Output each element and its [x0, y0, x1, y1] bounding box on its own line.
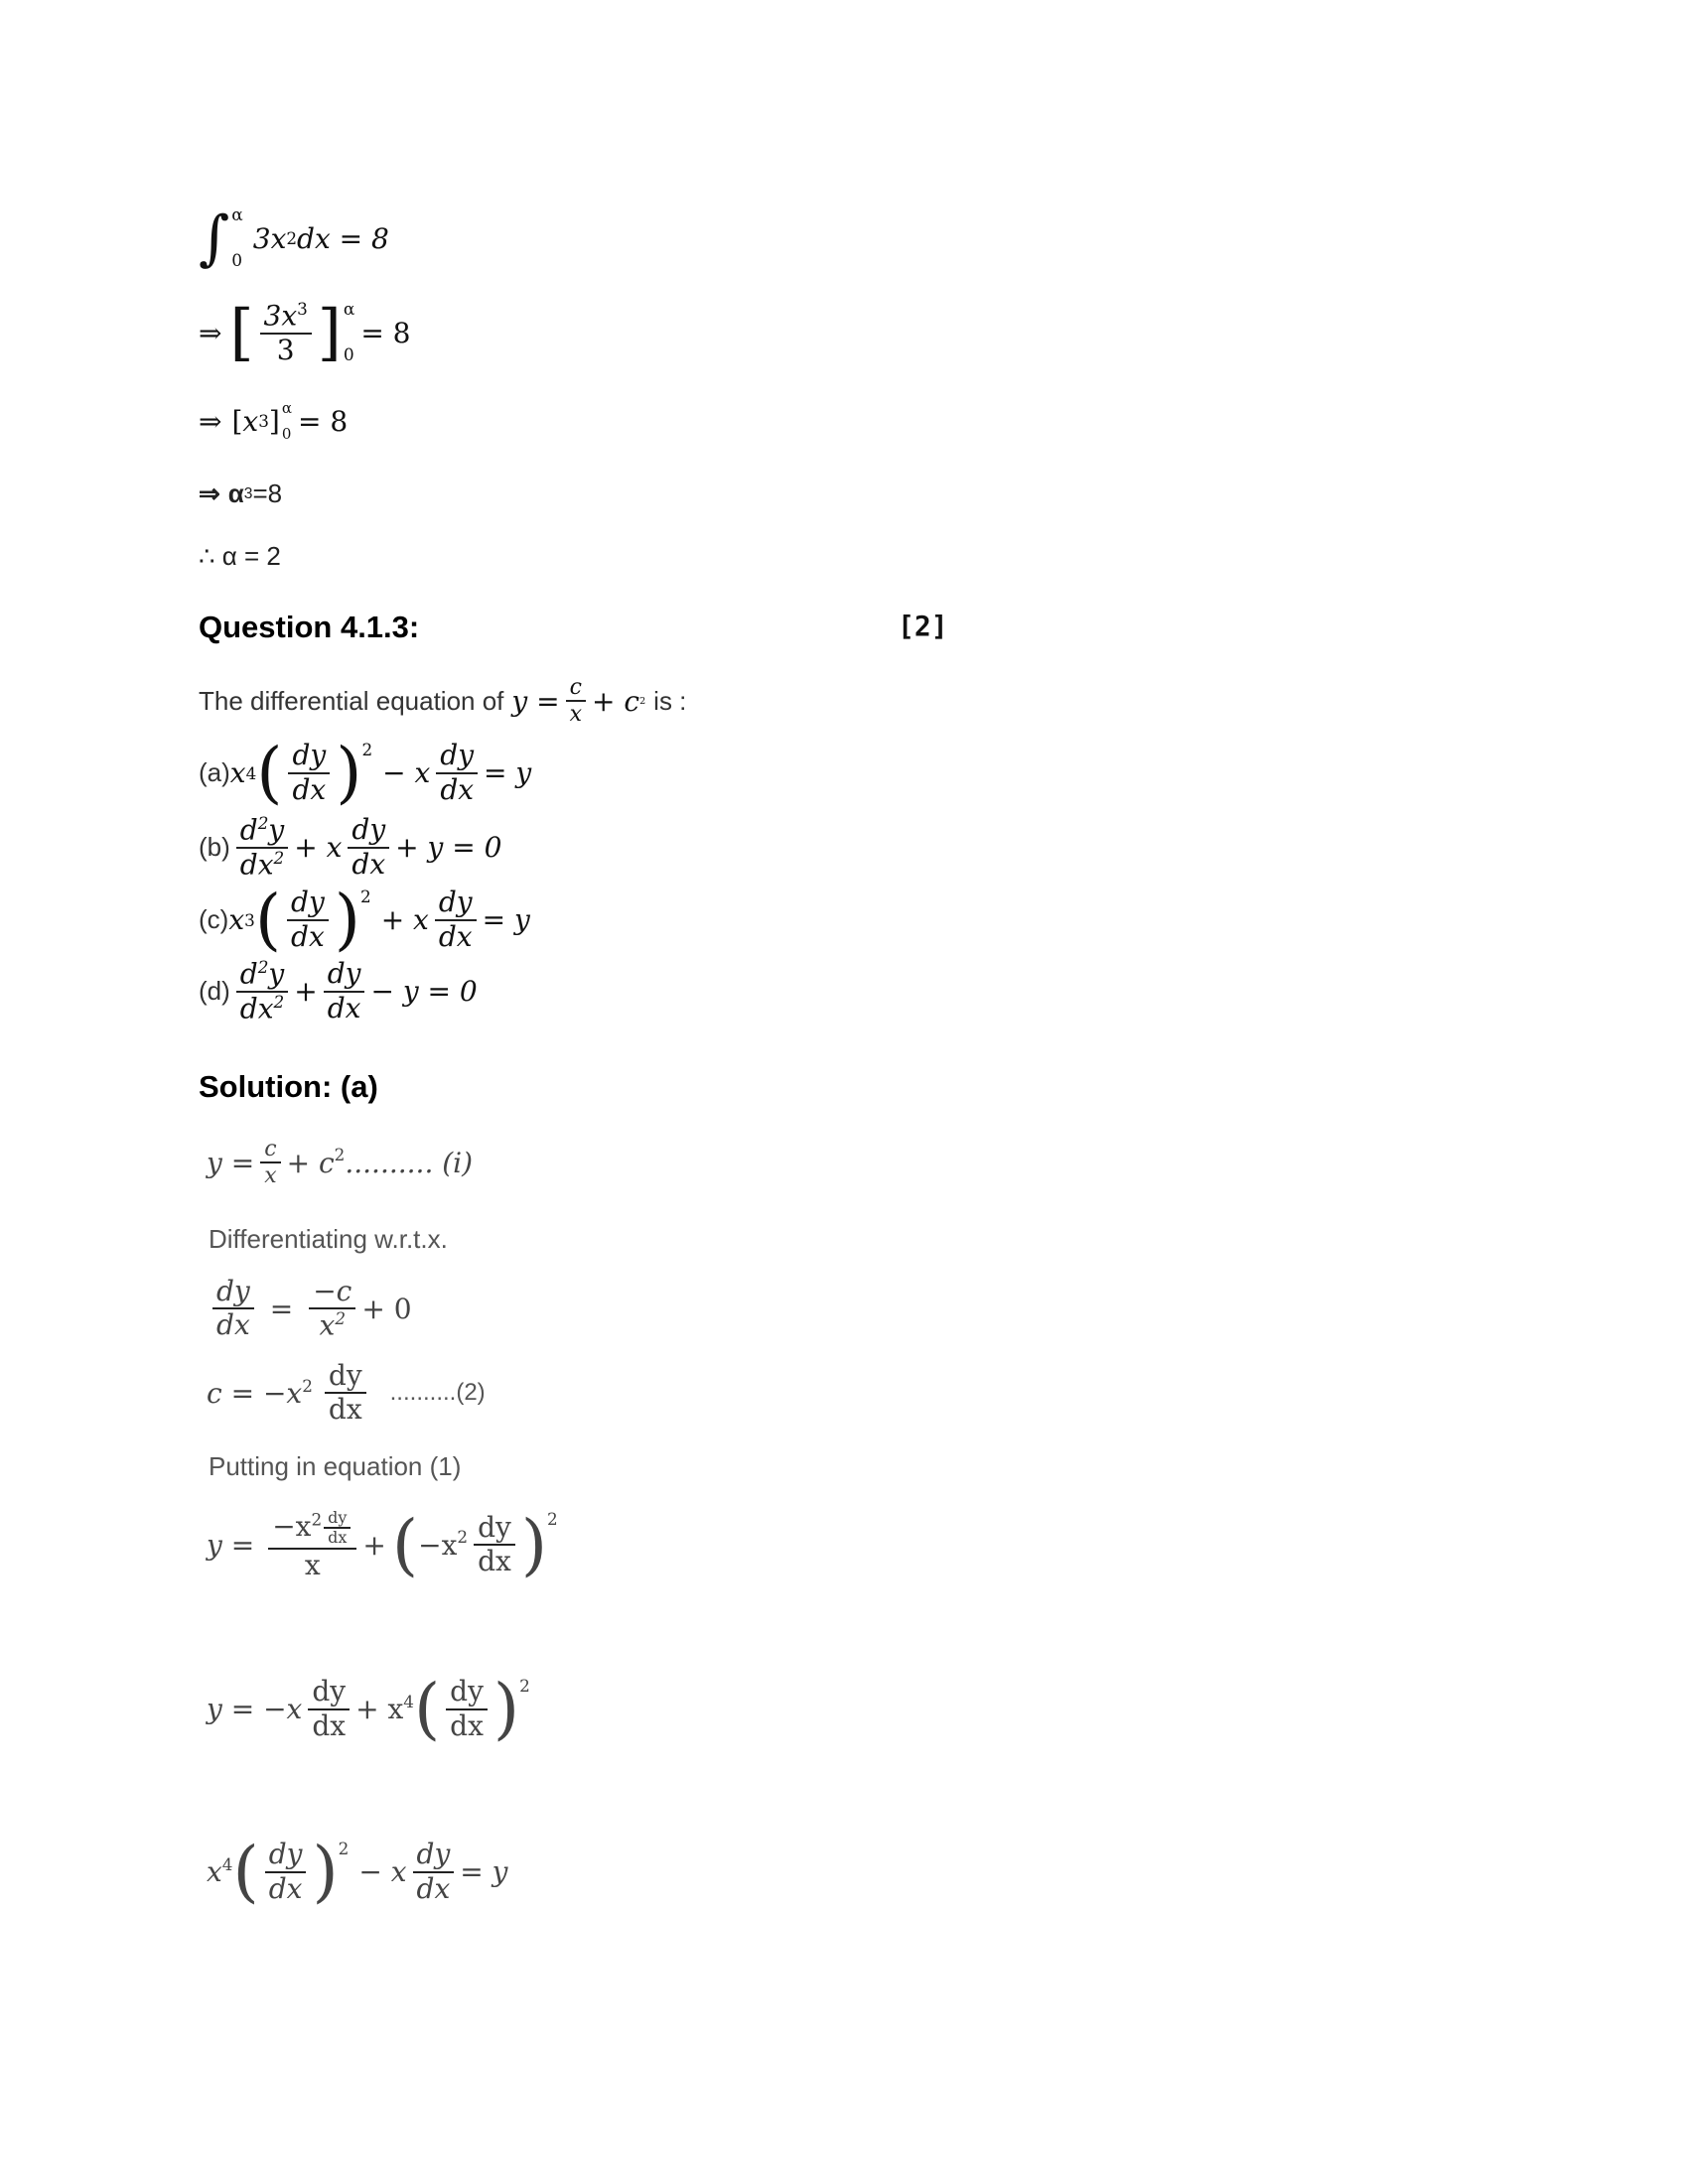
numerator: dy	[212, 1276, 254, 1309]
exponent: 4	[403, 1691, 414, 1711]
exponent: 3	[243, 484, 253, 502]
equals: =	[269, 1292, 294, 1325]
rhs: − y = 0	[370, 975, 478, 1009]
middle-term: +	[294, 975, 318, 1009]
upper-limit: α	[343, 300, 355, 321]
denominator: dx	[312, 1708, 347, 1742]
numerator: −c	[309, 1276, 355, 1309]
exponent: 4	[221, 1853, 233, 1874]
numerator: dy	[325, 1360, 366, 1394]
denominator: dx	[478, 1545, 511, 1578]
exponent: 2	[257, 957, 269, 977]
question-prompt	[199, 675, 686, 728]
solution-line-3	[207, 1276, 412, 1342]
numerator: dy	[435, 887, 477, 920]
numerator: dy	[308, 1676, 350, 1709]
solution-line-6: y = $-x^2$ $\frac{dy}{dx}$ x + ( −x 2 $\frac{dy}{dx}$ ) 2	[207, 1505, 558, 1583]
option-c: (c) x 3 ( $\frac{dy}{dx}$ ) 2 + x $\frac{dy}{dx}$ = y	[199, 881, 530, 958]
rhs: = y	[484, 756, 532, 790]
integral-sign: ∫	[199, 204, 230, 273]
lhs: y = −x	[207, 1693, 303, 1726]
exponent: 3	[297, 299, 308, 319]
exponent: 2	[639, 695, 646, 707]
rhs: = 8	[360, 316, 411, 349]
lhs: y =	[207, 1528, 255, 1562]
exponent: 2	[335, 1308, 347, 1329]
numerator: c	[260, 1137, 280, 1163]
upper-limit: α	[231, 205, 243, 225]
exponent: 2	[257, 813, 269, 833]
option-b	[199, 814, 501, 881]
rhs: = y	[482, 903, 530, 937]
exponent: 3	[244, 909, 255, 930]
denominator: dx	[216, 1308, 250, 1342]
denominator: 3	[276, 333, 295, 366]
exponent: 2	[273, 847, 285, 868]
denominator: dx	[292, 772, 327, 806]
numerator: dy	[348, 814, 389, 848]
numerator: dy	[288, 740, 330, 773]
option-label: (c)	[199, 904, 229, 935]
exponent: 2	[547, 1509, 558, 1529]
question-marks: [2]	[898, 610, 948, 642]
numerator-var: y	[268, 813, 285, 847]
numerator-var: y	[268, 957, 285, 991]
inner-term: −x	[418, 1528, 458, 1562]
lhs: c = −x	[207, 1376, 303, 1410]
solution-heading: Solution: (a)	[199, 1069, 378, 1104]
option-label: (b)	[199, 832, 230, 863]
denominator: x	[319, 1308, 336, 1342]
middle-term: − x	[382, 756, 431, 790]
exponent: 2	[286, 228, 298, 248]
numerator: dy	[265, 1839, 307, 1872]
numerator: −x	[272, 1509, 312, 1543]
middle-term: − x	[358, 1855, 407, 1889]
denominator: dx	[328, 1393, 362, 1427]
numerator: d	[239, 813, 258, 847]
exponent: 2	[360, 887, 371, 906]
denominator: x	[304, 1548, 321, 1581]
var: x	[229, 756, 246, 790]
exponent: 3	[258, 411, 269, 431]
denominator: dx	[291, 919, 325, 953]
denominator: dx	[450, 1708, 484, 1742]
solution-line-4	[207, 1360, 486, 1426]
integral-rhs: dx = 8	[297, 221, 389, 255]
numerator: c	[566, 675, 586, 702]
denominator: dx	[268, 1871, 303, 1905]
numerator: dy	[413, 1839, 455, 1872]
var: x	[207, 1855, 222, 1889]
inner: x	[242, 404, 259, 438]
rhs: + y = 0	[395, 831, 502, 865]
denominator: dx	[328, 1528, 348, 1548]
integrand: 3x	[252, 221, 287, 255]
numerator: dy	[436, 740, 478, 773]
numerator: 3x	[263, 299, 298, 333]
implies-arrow: ⇒	[199, 316, 222, 349]
option-d	[199, 958, 478, 1024]
denominator: dx	[352, 847, 386, 881]
exponent: 2	[457, 1527, 469, 1548]
exponent: 2	[311, 1509, 323, 1530]
numerator: dy	[324, 1509, 351, 1529]
prompt-plus: + c	[592, 684, 640, 718]
integral-limits	[231, 205, 242, 271]
lower-limit: 0	[281, 425, 292, 443]
denominator: dx	[416, 1871, 451, 1905]
denominator: dx	[239, 847, 274, 881]
prompt-tail: is :	[653, 685, 687, 716]
solution-line-7: y = −x $\frac{dy}{dx}$ + x 4 ( $\frac{dy}{dx}$ ) 2	[207, 1670, 530, 1747]
integral-equation	[199, 204, 389, 273]
rhs: =8	[252, 478, 283, 508]
numerator: dy	[474, 1512, 515, 1546]
implies-arrow: ⇒	[199, 478, 220, 508]
denominator: x	[569, 702, 583, 728]
exponent: 2	[361, 740, 373, 759]
implies-arrow: ⇒	[199, 404, 222, 438]
step-3: ⇒ [ x 3 ] α 0 = 8	[199, 399, 349, 443]
numerator: d	[239, 957, 258, 991]
denominator: x	[264, 1163, 277, 1189]
solution-line-2: Differentiating w.r.t.x.	[209, 1224, 448, 1254]
lower-limit: 0	[343, 345, 354, 366]
alpha: α	[227, 478, 244, 508]
step-2: ⇒ [ $\frac{3x^3}{3}$ ] α 0 = 8	[199, 296, 411, 368]
option-label: (d)	[199, 976, 230, 1007]
exponent: 2	[302, 1376, 313, 1396]
exponent: 2	[338, 1839, 350, 1858]
solution-line-5: Putting in equation (1)	[209, 1451, 462, 1481]
lhs: y =	[207, 1146, 255, 1179]
lower-limit: 0	[231, 251, 243, 271]
exponent: 2	[334, 1145, 346, 1164]
option-label: (a)	[199, 757, 230, 788]
plus-zero: + 0	[361, 1292, 412, 1325]
middle-term: + x	[380, 903, 429, 937]
conclusion: ∴ α = 2	[199, 541, 281, 571]
exponent: 2	[519, 1676, 530, 1696]
denominator: dx	[438, 919, 473, 953]
plus-term: + c	[286, 1146, 335, 1179]
rhs: = y	[460, 1855, 508, 1889]
denominator: dx	[327, 991, 361, 1024]
denominator: dx	[440, 772, 475, 806]
equation-label: .......... (i)	[345, 1146, 474, 1179]
middle-term: + x	[294, 831, 343, 865]
plus-term: + x	[355, 1693, 404, 1726]
prompt-lhs: y =	[511, 684, 560, 718]
equation-label: ..........(2)	[389, 1379, 486, 1407]
upper-limit: α	[281, 399, 292, 417]
question-heading: Question 4.1.3:	[199, 610, 420, 644]
plus: +	[362, 1528, 386, 1562]
numerator: dy	[446, 1676, 488, 1709]
rhs: = 8	[297, 404, 349, 438]
denominator: dx	[239, 991, 274, 1024]
step-4	[199, 478, 282, 509]
exponent: 2	[273, 991, 285, 1012]
fraction	[260, 300, 312, 366]
numerator: dy	[324, 958, 365, 992]
solution-line-8: x 4 ( $\frac{dy}{dx}$ ) 2 − x $\frac{dy}{dx}$ = y	[207, 1833, 508, 1910]
prompt-text: The differential equation of	[199, 685, 504, 716]
solution-line-1	[207, 1137, 473, 1189]
exponent: 4	[245, 762, 257, 783]
numerator: dy	[287, 887, 329, 920]
option-a: (a) x 4 ( $\frac{dy}{dx}$ ) 2 − x $\frac{dy}{dx}$ = y	[199, 734, 532, 811]
var: x	[228, 903, 245, 937]
